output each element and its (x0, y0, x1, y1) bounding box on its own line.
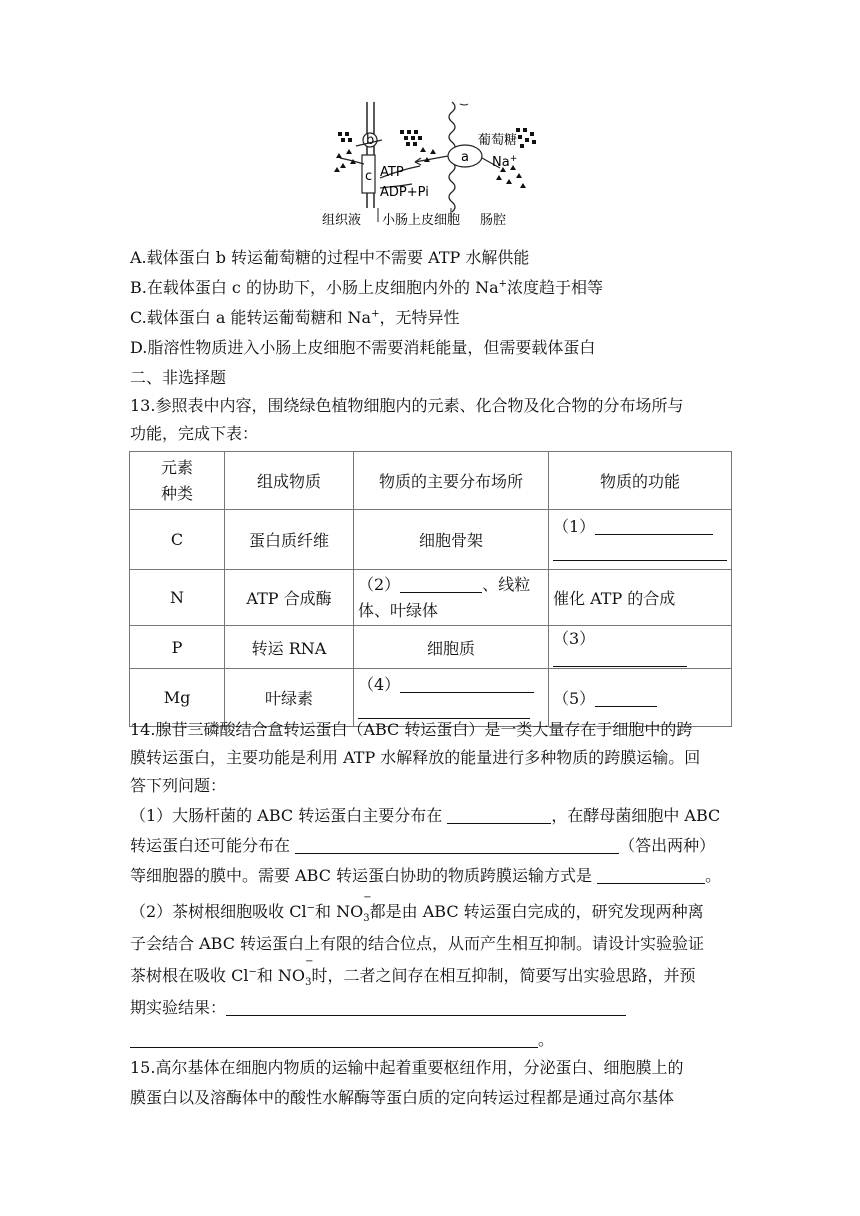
option-b: B.在载体蛋白 c 的协助下，小肠上皮细胞内外的 Na+浓度趋于相等 (130, 278, 604, 297)
q14-part1-line3: 等细胞器的膜中。需要 ABC 转运蛋白协助的物质跨膜运输方式是 。 (130, 866, 722, 885)
answer-blank[interactable] (226, 999, 626, 1016)
header-location: 物质的主要分布场所 (354, 452, 549, 510)
q14-part1-line1: （1）大肠杆菌的 ABC 转运蛋白主要分布在 ，在酵母菌细胞中 ABC (130, 806, 721, 825)
q14-part2-line4: 期实验结果： (130, 998, 626, 1018)
section-title: 二、非选择题 (130, 368, 227, 387)
header-element: 元素 种类 (130, 452, 225, 510)
q13-text-line2: 功能，完成下表： (130, 424, 259, 443)
q14-text-line1: 14.腺苷三磷酸结合盒转运蛋白（ABC 转运蛋白）是一类大量存在于细胞中的跨 (130, 720, 693, 739)
label-b: b (366, 133, 375, 148)
cell-location: 细胞骨架 (354, 510, 549, 570)
q15-text-line2: 膜蛋白以及溶酶体中的酸性水解酶等蛋白质的定向转运过程都是通过高尔基体 (130, 1088, 675, 1107)
table-header-row (130, 452, 732, 510)
label-sodium: Na+ (492, 154, 518, 170)
answer-blank[interactable] (597, 867, 705, 884)
cell-element: Mg (130, 669, 225, 727)
cell-substance: 蛋白质纤维 (225, 510, 354, 570)
q14-text-line2: 膜转运蛋白，主要功能是利用 ATP 水解释放的能量进行多种物质的跨膜运输。回 (130, 748, 701, 767)
label-glucose: 葡萄糖 (478, 133, 518, 148)
label-adp: ADP+Pi (380, 185, 429, 200)
q14-part1-line2: 转运蛋白还可能分布在 （答出两种） (130, 836, 716, 855)
q14-part2-line5: 。 (130, 1030, 554, 1050)
option-c: C.载体蛋白 a 能转运葡萄糖和 Na+，无特异性 (130, 308, 460, 327)
answer-blank[interactable] (130, 1031, 538, 1048)
q13-text-line1: 13.参照表中内容，围绕绿色植物细胞内的元素、化合物及化合物的分布场所与 (130, 396, 684, 415)
table-row (130, 669, 732, 727)
label-c: c (365, 169, 373, 184)
table-row (130, 570, 732, 626)
membrane-transport-diagram (320, 100, 560, 234)
table-row (130, 626, 732, 669)
cell-function: 催化 ATP 的合成 (549, 570, 732, 626)
header-function: 物质的功能 (549, 452, 732, 510)
cell-function-blank-1[interactable]: （1） (549, 510, 732, 570)
q13-table (129, 451, 732, 727)
q14-part2-line2: 子会结合 ABC 转运蛋白上有限的结合位点，从而产生相互抑制。请设计实验验证 (130, 934, 705, 953)
q14-part2-line1: （2）茶树根细胞吸收 Cl−和 NO − $_3$都是由 ABC 转运蛋白完成的，研究发现两种离 (130, 892, 704, 925)
header-substance: 组成物质 (225, 452, 354, 510)
cell-function-blank-3[interactable]: （3） (549, 626, 732, 669)
label-a: a (461, 150, 469, 165)
cell-substance: ATP 合成酶 (225, 570, 354, 626)
option-d: D.脂溶性物质进入小肠上皮细胞不需要消耗能量，但需要载体蛋白 (130, 338, 596, 357)
table-row (130, 510, 732, 570)
cell-location-blank-4[interactable]: （4） (354, 669, 549, 727)
cell-location-blank-2[interactable]: （2） 、线粒 体、叶绿体 (354, 570, 549, 626)
q15-text-line1: 15.高尔基体在细胞内物质的运输中起着重要枢纽作用，分泌蛋白、细胞膜上的 (130, 1058, 684, 1077)
q14-part2-line3: 茶树根在吸收 Cl−和 NO − $_3$时，二者之间存在相互抑制，简要写出实验思路，并预 (130, 956, 696, 989)
cell-element: C (130, 510, 225, 570)
cell-element: N (130, 570, 225, 626)
label-tissue-fluid: 组织液 (322, 213, 362, 228)
q14-text-line3: 答下列问题： (130, 776, 227, 795)
cell-substance: 叶绿素 (225, 669, 354, 727)
label-lumen: 肠腔 (480, 213, 507, 228)
label-cell: 小肠上皮细胞 (382, 213, 461, 228)
answer-blank[interactable] (447, 807, 551, 824)
cell-location: 细胞质 (354, 626, 549, 669)
cell-function-blank-5[interactable]: （5） (549, 669, 732, 727)
cell-element: P (130, 626, 225, 669)
answer-blank[interactable] (295, 837, 619, 854)
label-atp: ATP (380, 165, 404, 180)
cell-substance: 转运 RNA (225, 626, 354, 669)
option-a: A.载体蛋白 b 转运葡萄糖的过程中不需要 ATP 水解供能 (130, 248, 530, 267)
